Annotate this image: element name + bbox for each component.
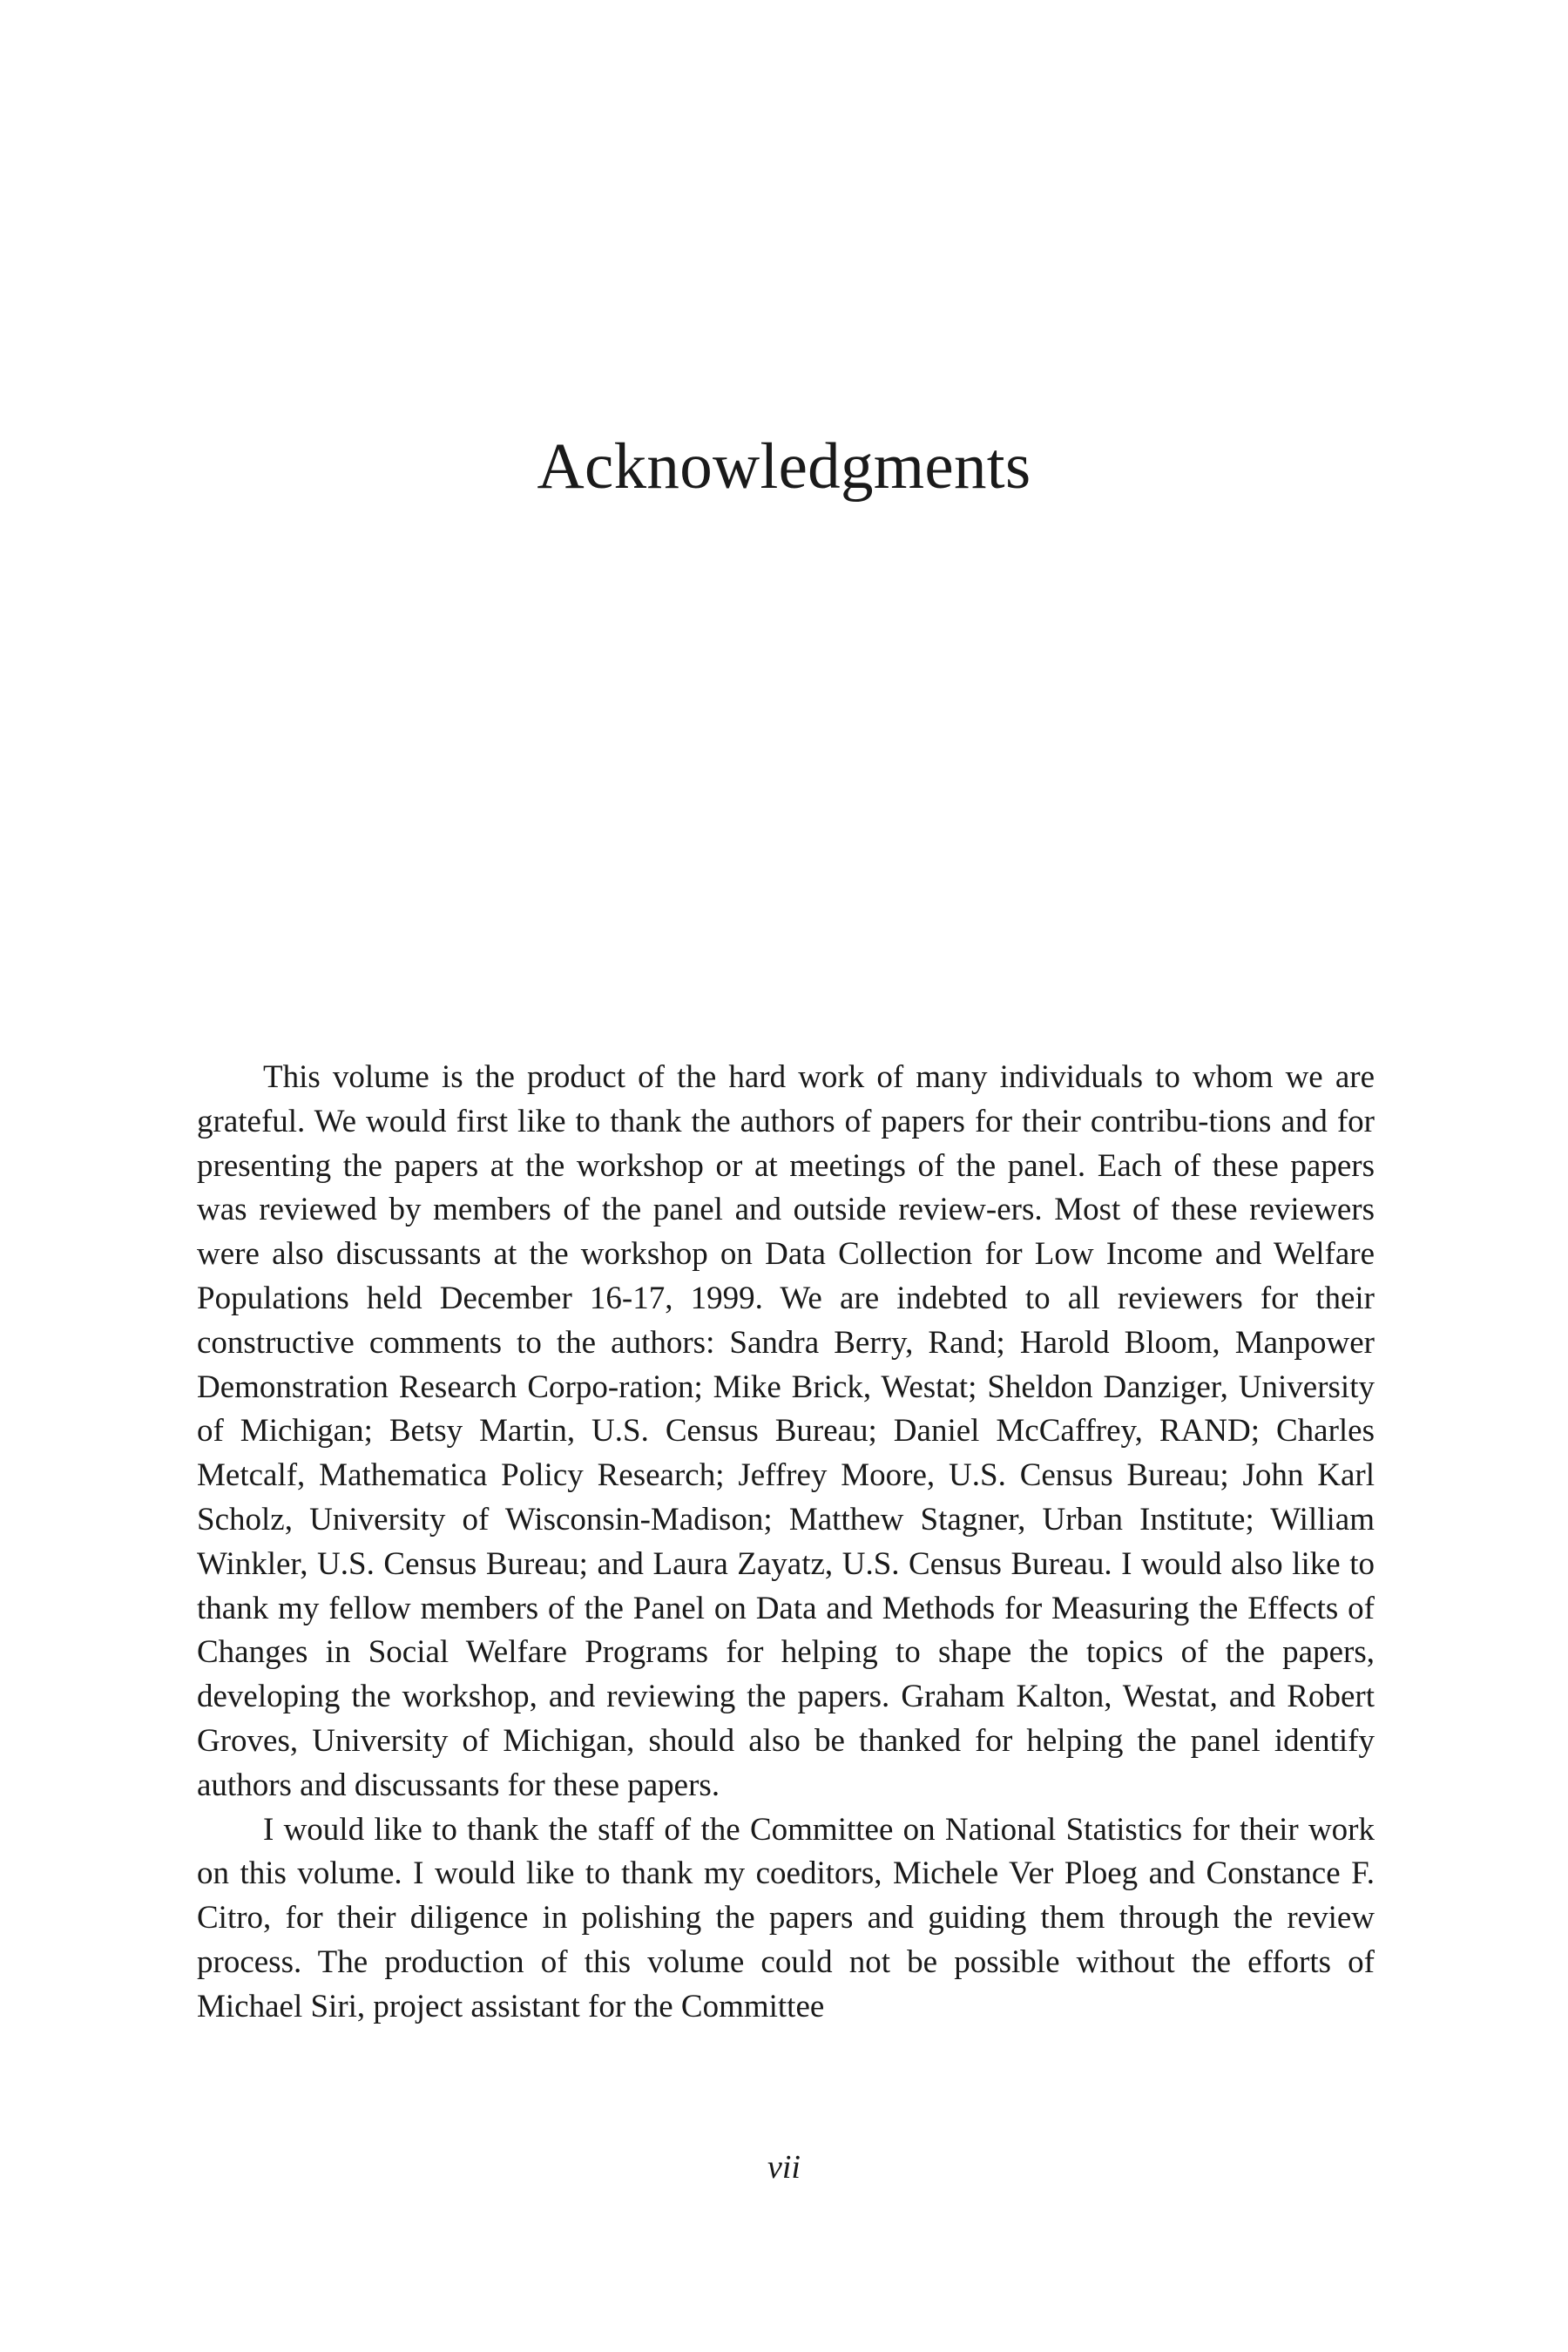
paragraph: I would like to thank the staff of the Committee on National Statistics for their work on this volume. I would like to thank my coeditors, Michele Ver Ploeg and Constance F. Citro, for their diligence in polishing the papers and guiding them through the review process. The production of this volume could not be possible without the efforts of Michael Siri, project assistant for the Committee bbox=[197, 1811, 1375, 2024]
page-title: Acknowledgments bbox=[537, 430, 1031, 503]
body-text bbox=[197, 1056, 1375, 2030]
page-number: vii bbox=[767, 2149, 801, 2186]
paragraph: This volume is the product of the hard work of many individuals to whom we are grateful. We would first like to thank the authors of papers for their contribu-tions and for presenting the papers at the workshop or at meetings of the panel. Each of these papers was reviewed by members of the panel and outside review-ers. Most of these reviewers were also discussants at the workshop on Data Collection for Low Income and Welfare Populations held December 16-17, 1999. We are indebted to all reviewers for their constructive comments to the authors: Sandra Berry, Rand; Harold Bloom, Manpower Demonstration Research Corpo-ration; Mike Brick, Westat; Sheldon Danziger, University of Michigan; Betsy Martin, U.S. Census Bureau; Daniel McCaffrey, RAND; Charles Metcalf, Mathematica Policy Research; Jeffrey Moore, U.S. Census Bureau; John Karl Scholz, University of Wisconsin-Madison; Matthew Stagner, Urban Institute; William Winkler, U.S. Census Bureau; and Laura Zayatz, U.S. Census Bureau. I would also like to thank my fellow members of the Panel on Data and Methods for Measuring the Effects of Changes in Social Welfare Programs for helping to shape the topics of the papers, developing the workshop, and reviewing the papers. Graham Kalton, Westat, and Robert Groves, University of Michigan, should also be thanked for helping the panel identify authors and discussants for these papers. bbox=[197, 1059, 1375, 1803]
